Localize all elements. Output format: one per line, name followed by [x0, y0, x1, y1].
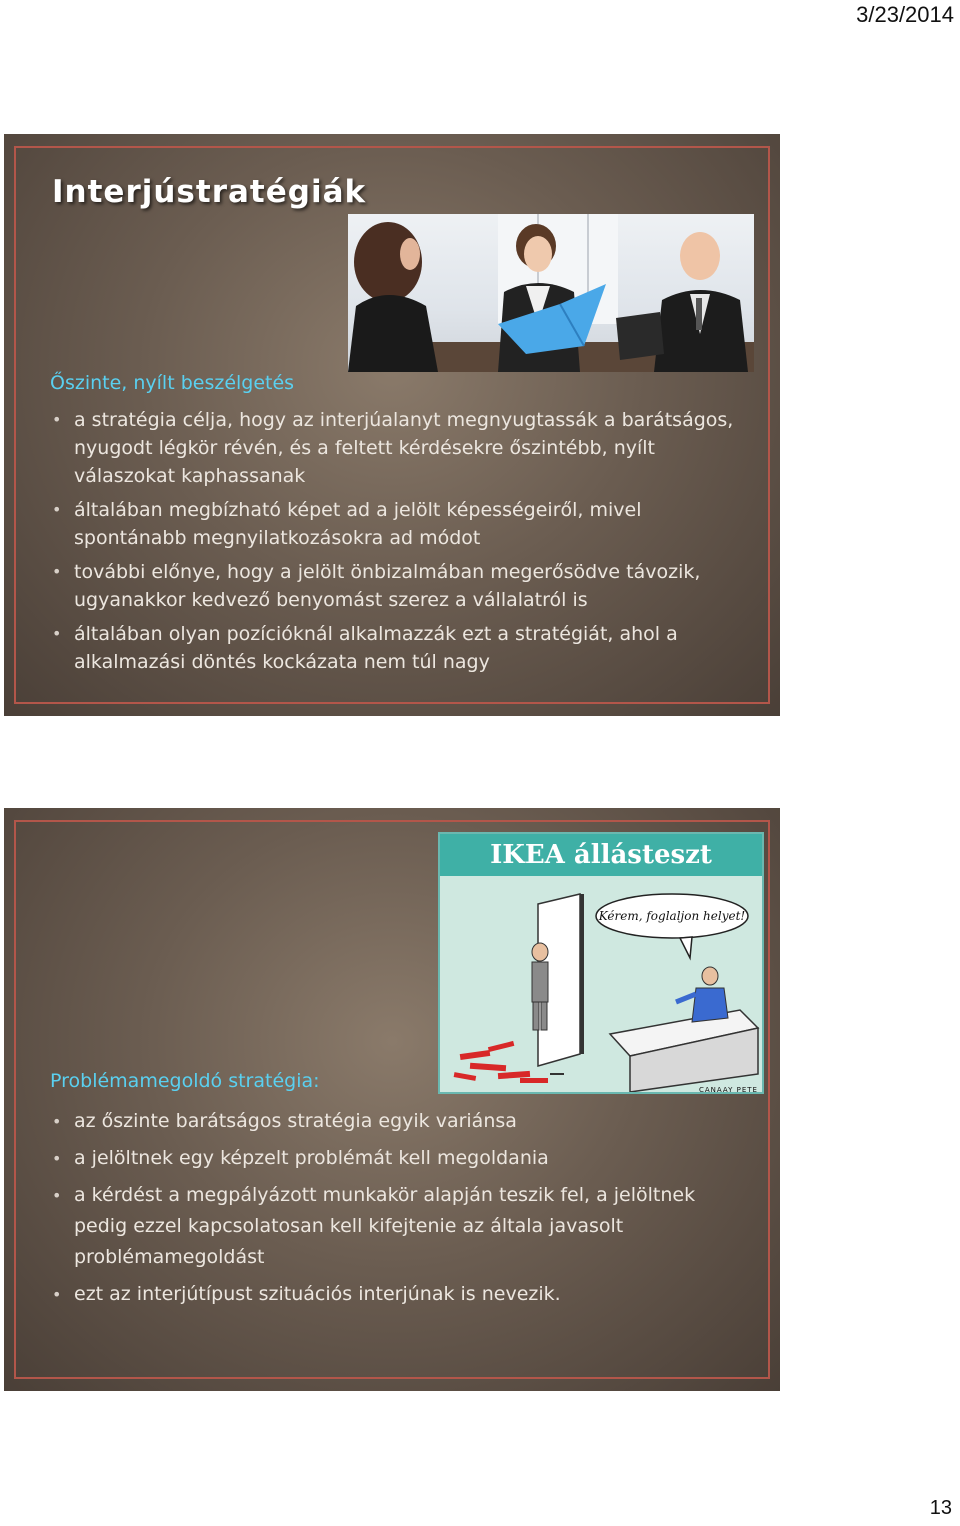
list-item: • a kérdést a megpályázott munkakör alapján teszik fel, a jelöltnek pedig ezzel kapcsolatosan kell kifejtenie az általa javasolt problémamegoldást	[50, 1180, 740, 1273]
page-date: 3/23/2014	[856, 2, 954, 27]
list-item: • az őszinte barátságos stratégia egyik variánsa	[50, 1106, 740, 1137]
bullet-list	[50, 1106, 740, 1316]
slide-problem-solving	[4, 808, 780, 1391]
list-item: • ezt az interjútípust szituációs interjúnak is nevezik.	[50, 1279, 740, 1310]
slide-interview-strategies	[4, 134, 780, 716]
slide-subtitle: Őszinte, nyílt beszélgetés	[50, 372, 295, 394]
cartoon-header: IKEA állásteszt	[440, 834, 762, 876]
cartoon-signature: CANAAY PETE	[699, 1086, 758, 1094]
slide-title: Interjústratégiák	[52, 174, 367, 210]
list-item: • általában olyan pozícióknál alkalmazzák ezt a stratégiát, ahol a alkalmazási döntés kockázata nem túl nagy	[50, 620, 740, 676]
list-item: • általában megbízható képet ad a jelölt képességeiről, mivel spontánabb megnyilatkozásokra ad módot	[50, 496, 740, 552]
interview-photo	[348, 214, 754, 372]
page-number: 13	[929, 1497, 952, 1519]
slide-subtitle: Problémamegoldó stratégia:	[50, 1070, 320, 1092]
ikea-cartoon	[438, 832, 764, 1094]
list-item: • a stratégia célja, hogy az interjúalanyt megnyugtassák a barátságos, nyugodt légkör révén, és a feltett kérdésekre őszintébb, nyílt válaszokat kaphassanak	[50, 406, 740, 490]
list-item: • a jelöltnek egy képzelt problémát kell megoldania	[50, 1143, 740, 1174]
list-item: • további előnye, hogy a jelölt önbizalmában megerősödve távozik, ugyanakkor kedvező benyomást szerez a vállalatról is	[50, 558, 740, 614]
speech-bubble-text: Kérem, foglaljon helyet!	[598, 909, 746, 923]
bullet-list	[50, 406, 740, 682]
